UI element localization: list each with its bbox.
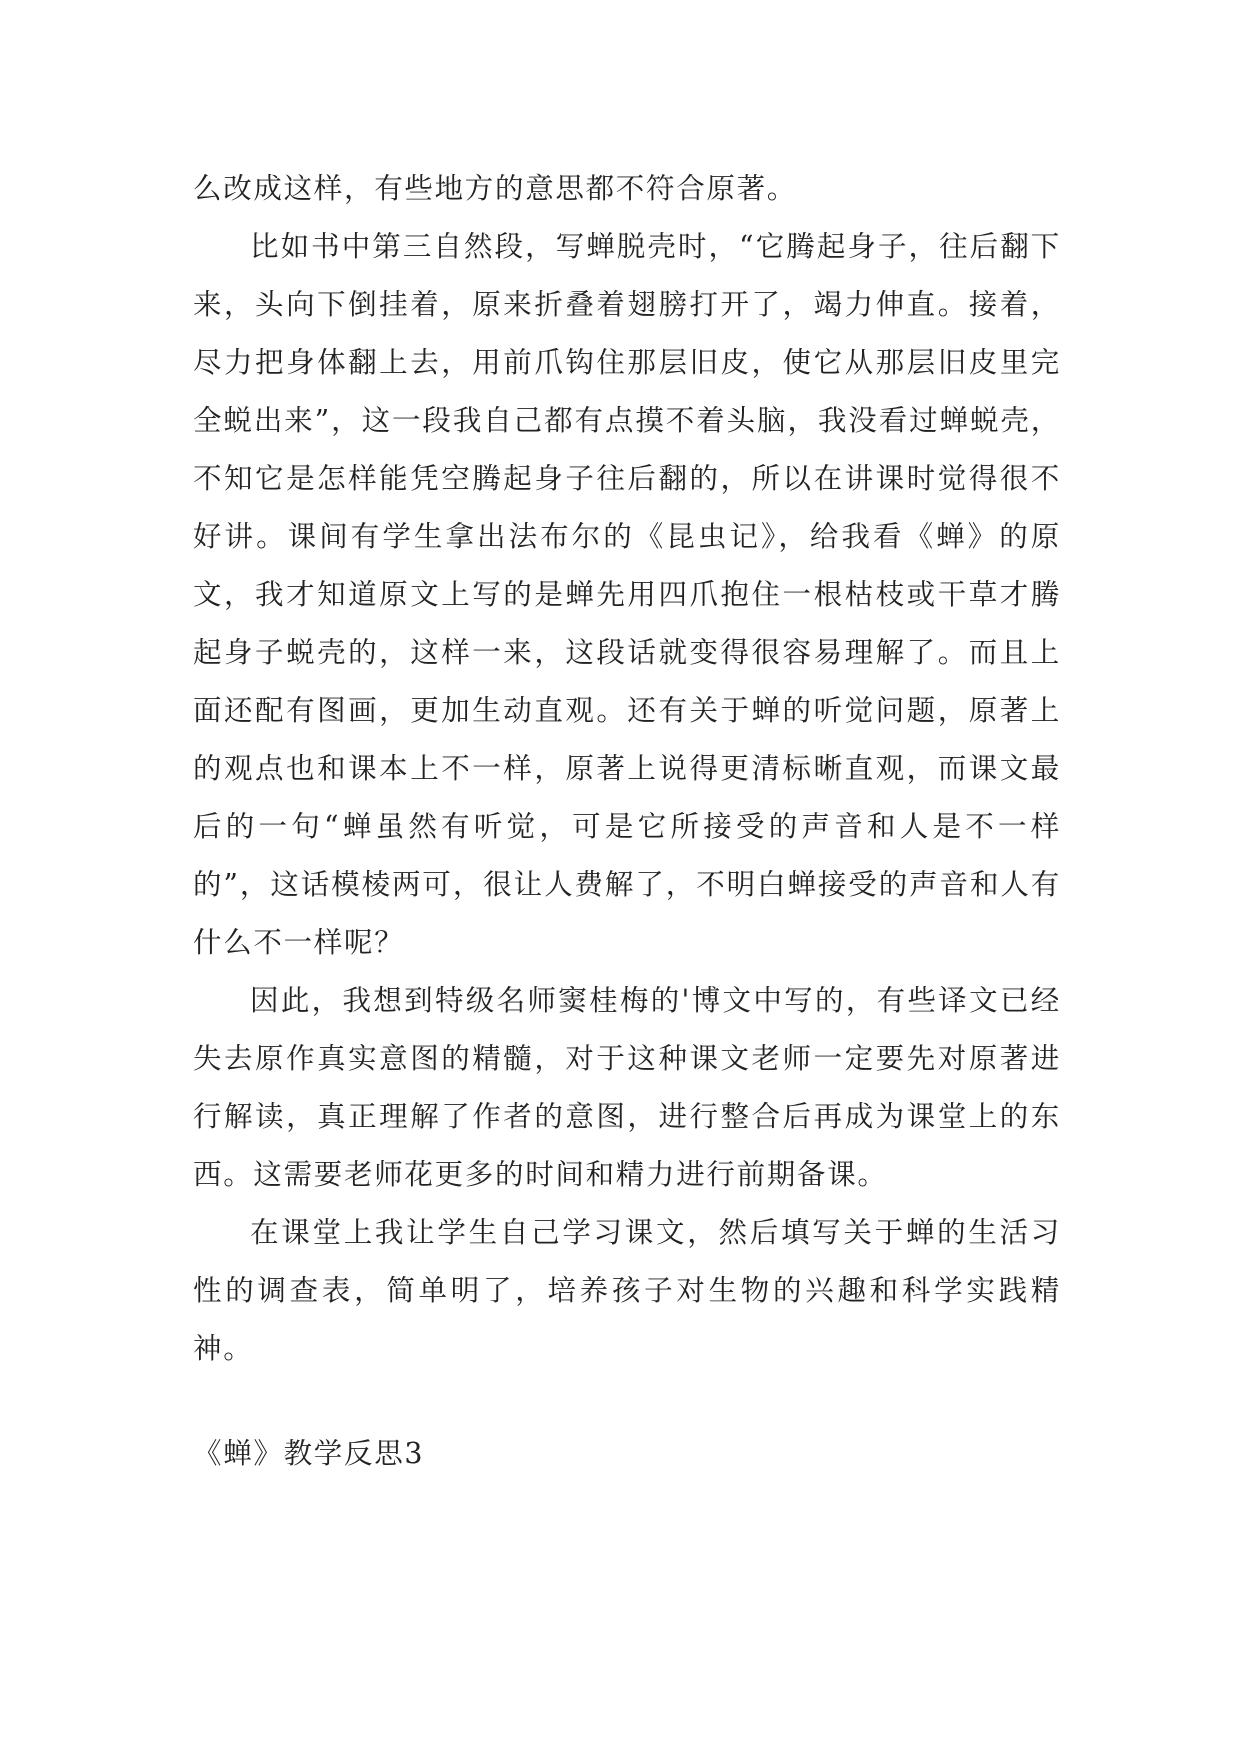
paragraph-classroom-activity: 在课堂上我让学生自己学习课文，然后填写关于蝉的生活习性的调查表，简单明了，培养孩子对生物的兴趣和科学实践精神。 <box>193 1216 1061 1365</box>
paragraph-original-text-reflection: 因此，我想到特级名师窦桂梅的'博文中写的，有些译文已经失去原作真实意图的精髓，对于这种课文老师一定要先对原著进行解读，真正理解了作者的意图，进行整合后再成为课堂上的东西。这需要老师花更多的时间和精力进行前期备课。 <box>193 984 1061 1191</box>
paragraph-continuation: 么改成这样，有些地方的意思都不符合原著。 <box>193 172 798 205</box>
document-body <box>193 160 1061 1378</box>
section-heading: 《蝉》教学反思3 <box>193 1437 425 1470</box>
paragraph-cicada-molting: 比如书中第三自然段，写蝉脱壳时，“它腾起身子，往后翻下来，头向下倒挂着，原来折叠着翅膀打开了，竭力伸直。接着，尽力把身体翻上去，用前爪钩住那层旧皮，使它从那层旧皮里完全蜕出来”，这一段我自己都有点摸不着头脑，我没看过蝉蜕壳，不知它是怎样能凭空腾起身子往后翻的，所以在讲课时觉得很不好讲。课间有学生拿出法布尔的《昆虫记》，给我看《蝉》的原文，我才知道原文上写的是蝉先用四爪抱住一根枯枝或干草才腾起身子蜕壳的，这样一来，这段话就变得很容易理解了。而且上面还配有图画，更加生动直观。还有关于蝉的听觉问题，原著上的观点也和课本上不一样，原著上说得更清标晰直观，而课文最后的一句“蝉虽然有听觉，可是它所接受的声音和人是不一样的”，这话模棱两可，很让人费解了，不明白蝉接受的声音和人有什么不一样呢？ <box>193 230 1061 959</box>
